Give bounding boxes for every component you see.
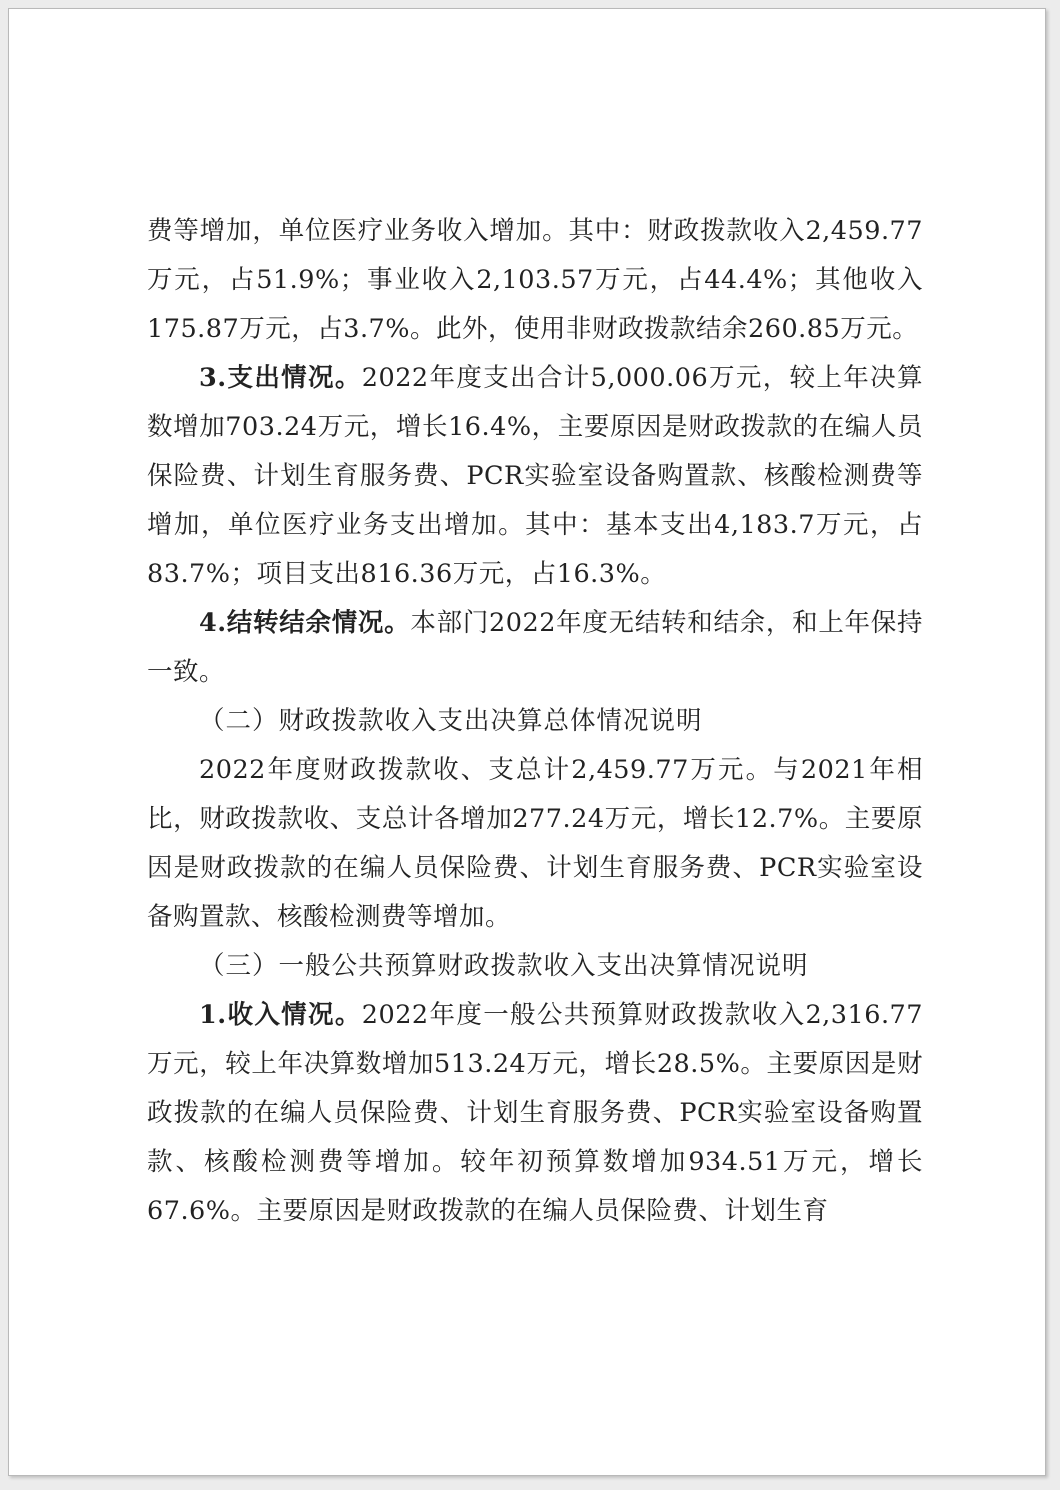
- paragraph-lead: 1.收入情况。: [199, 1000, 362, 1030]
- paragraph-text: 2022年度一般公共预算财政拨款收入2,316.77万元，较上年决算数增加513.24万元，增长28.5%。主要原因是财政拨款的在编人员保险费、计划生育服务费、PCR实验室设备购置款、核酸检测费等增加。较年初预算数增加934.51万元，增长67.6%。主要原因是财政拨款的在编人员保险费、计划生育: [147, 1000, 924, 1226]
- paragraph-text: 本部门2022年度无结转和结余，和上年保持一致。: [147, 608, 923, 687]
- section-heading-3: （三）一般公共预算财政拨款收入支出决算情况说明: [199, 951, 809, 981]
- paragraph-carryover: [147, 599, 923, 697]
- document-page: [8, 8, 1046, 1476]
- section-heading-2: （二）财政拨款收入支出决算总体情况说明: [199, 706, 703, 736]
- paragraph-text: 2022年度支出合计5,000.06万元，较上年决算数增加703.24万元，增长16.4%，主要原因是财政拨款的在编人员保险费、计划生育服务费、PCR实验室设备购置款、核酸检测费等增加，单位医疗业务支出增加。其中：基本支出4,183.7万元，占83.7%；项目支出816.36万元，占16.3%。: [147, 363, 924, 589]
- paragraph-lead: 4.结转结余情况。: [199, 608, 411, 638]
- paragraph-income-continued: [147, 207, 923, 354]
- paragraph-text: 费等增加，单位医疗业务收入增加。其中：财政拨款收入2,459.77万元，占51.9%；事业收入2,103.57万元，占44.4%；其他收入175.87万元，占3.7%。此外，使用非财政拨款结余260.85万元。: [147, 216, 923, 344]
- paragraph-general-budget-income: [147, 991, 923, 1236]
- document-body: [147, 207, 923, 1236]
- paragraph-lead: 3.支出情况。: [199, 363, 362, 393]
- paragraph-expenditure: [147, 354, 923, 599]
- paragraph-fiscal-overview: [147, 746, 923, 942]
- paragraph-text: 2022年度财政拨款收、支总计2,459.77万元。与2021年相比，财政拨款收、支总计各增加277.24万元，增长12.7%。主要原因是财政拨款的在编人员保险费、计划生育服务费、PCR实验室设备购置款、核酸检测费等增加。: [147, 755, 923, 932]
